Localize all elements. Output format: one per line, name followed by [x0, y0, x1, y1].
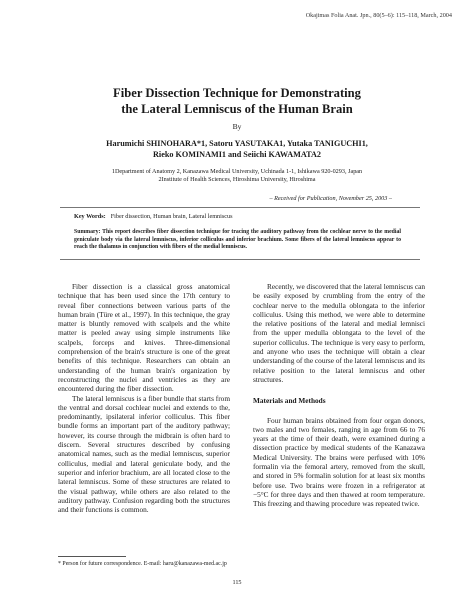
paragraph: Recently, we discovered that the lateral lemniscus can be easily exposed by crumbling from the entry of the cochlear nerve to the medulla oblongata to the inferior colliculus. Using this method, we were able to determine the relative positions of the lateral and medial lemnisci from the upper medulla oblongata to the level of the superior colliculus. The technique is very easy to perform, and anyone who uses the technique will obtain a clear understanding of the course of the lateral lemniscus and its relative position to the lateral lemniscus and other structures. — [253, 282, 425, 384]
affiliations — [0, 168, 474, 185]
title-line-2: the Lateral Lemniscus of the Human Brain — [121, 102, 353, 116]
authors-line-2: Rieko KOMINAMI1 and Seiichi KAWAMATA2 — [153, 150, 321, 159]
keywords — [74, 213, 233, 220]
author-list — [0, 138, 474, 160]
authors-line-1: Harumichi SHINOHARA*1, Satoru YASUTAKA1, Yutaka TANIGUCHI1, — [106, 139, 368, 148]
title-line-1: Fiber Dissection Technique for Demonstrating — [113, 86, 361, 100]
section-heading: Materials and Methods — [253, 396, 326, 406]
footnote-rule — [58, 556, 126, 557]
affiliation-1: 1Department of Anatomy 2, Kanazawa Medical University, Uchinada 1-1, Ishikawa 920-0293, Japan — [111, 168, 363, 175]
paragraph: Fiber dissection is a classical gross anatomical technique that has been used since the 17th century to reveal fiber connections between various parts of the human brain (Türe et al., 1997). In this technique, the gray matter is bluntly removed with scalpels and the white matter is peeled away using simple instruments like scalpels, forceps and knives. Three-dimensional comprehension of the brain's structure is one of the great benefits of this technique. Researchers can obtain an understanding of the human brain's organization by reconstructing the nuclei and ventricles as they are encountered during the fiber dissection. — [58, 282, 230, 394]
byline: By — [232, 122, 242, 131]
footnote: * Person for future correspondence. E-mail: haru@kanazawa-med.ac.jp — [58, 561, 227, 567]
paragraph: Four human brains obtained from four organ donors, two males and two females, ranging in age from 66 to 76 years at the time of their death, were examined during a dissection practice by medical students of the Kanazawa Medical University. The brains were perfused with 10% formalin via the femoral artery, removed from the skull, and stored in 5% formalin solution for at least six months before use. Two brains were frozen in a refrigerator at −5°C for three days and then thawed at room temperature. This freezing and thawing procedure was repeated twice. — [253, 415, 425, 509]
journal-citation: Okajimas Folia Anat. Jpn., 80(5–6): 115–118, March, 2004 — [305, 12, 452, 19]
divider-top — [60, 207, 420, 208]
summary: Summary: This report describes fiber dissection technique for tracing the auditory pathway from the cochlear nerve to the medial geniculate body via the lateral lemniscus, inferior colliculus and inferior brachium. Some fibers of the lateral lemniscus appear to reach the thalamus in conjunction with fibers of the medial lemniscus. — [74, 229, 401, 251]
left-column — [58, 282, 230, 514]
received-date: – Received for Publication, November 25, 2003 – — [269, 195, 392, 202]
page-number: 115 — [232, 579, 242, 586]
paper-title — [0, 85, 474, 117]
keywords-text: Fiber dissection, Human brain, Lateral lemniscus — [110, 213, 233, 220]
right-column — [253, 282, 425, 509]
paragraph: The lateral lemniscus is a fiber bundle that starts from the ventral and dorsal cochlear nuclei and extends to the, predominantly, ipsilateral inferior colliculus. This fiber bundle forms an important part of the auditory pathway; however, its course through the midbrain is often hard to discern. Several structures described by confusing anatomical names, such as the medial lemniscus, superior colliculus, medial and lateral geniculate body, and the superior and inferior brachium, are all located close to the lateral lemniscus. Some of these structures are related to the visual pathway, while others are also related to the auditory pathway. Confusion regarding both the structures and their functions is common. — [58, 393, 230, 515]
keywords-label: Key Words: — [74, 213, 106, 220]
divider-bottom — [60, 259, 420, 260]
affiliation-2: 2Institute of Health Sciences, Hiroshima University, Hiroshima — [158, 176, 316, 184]
